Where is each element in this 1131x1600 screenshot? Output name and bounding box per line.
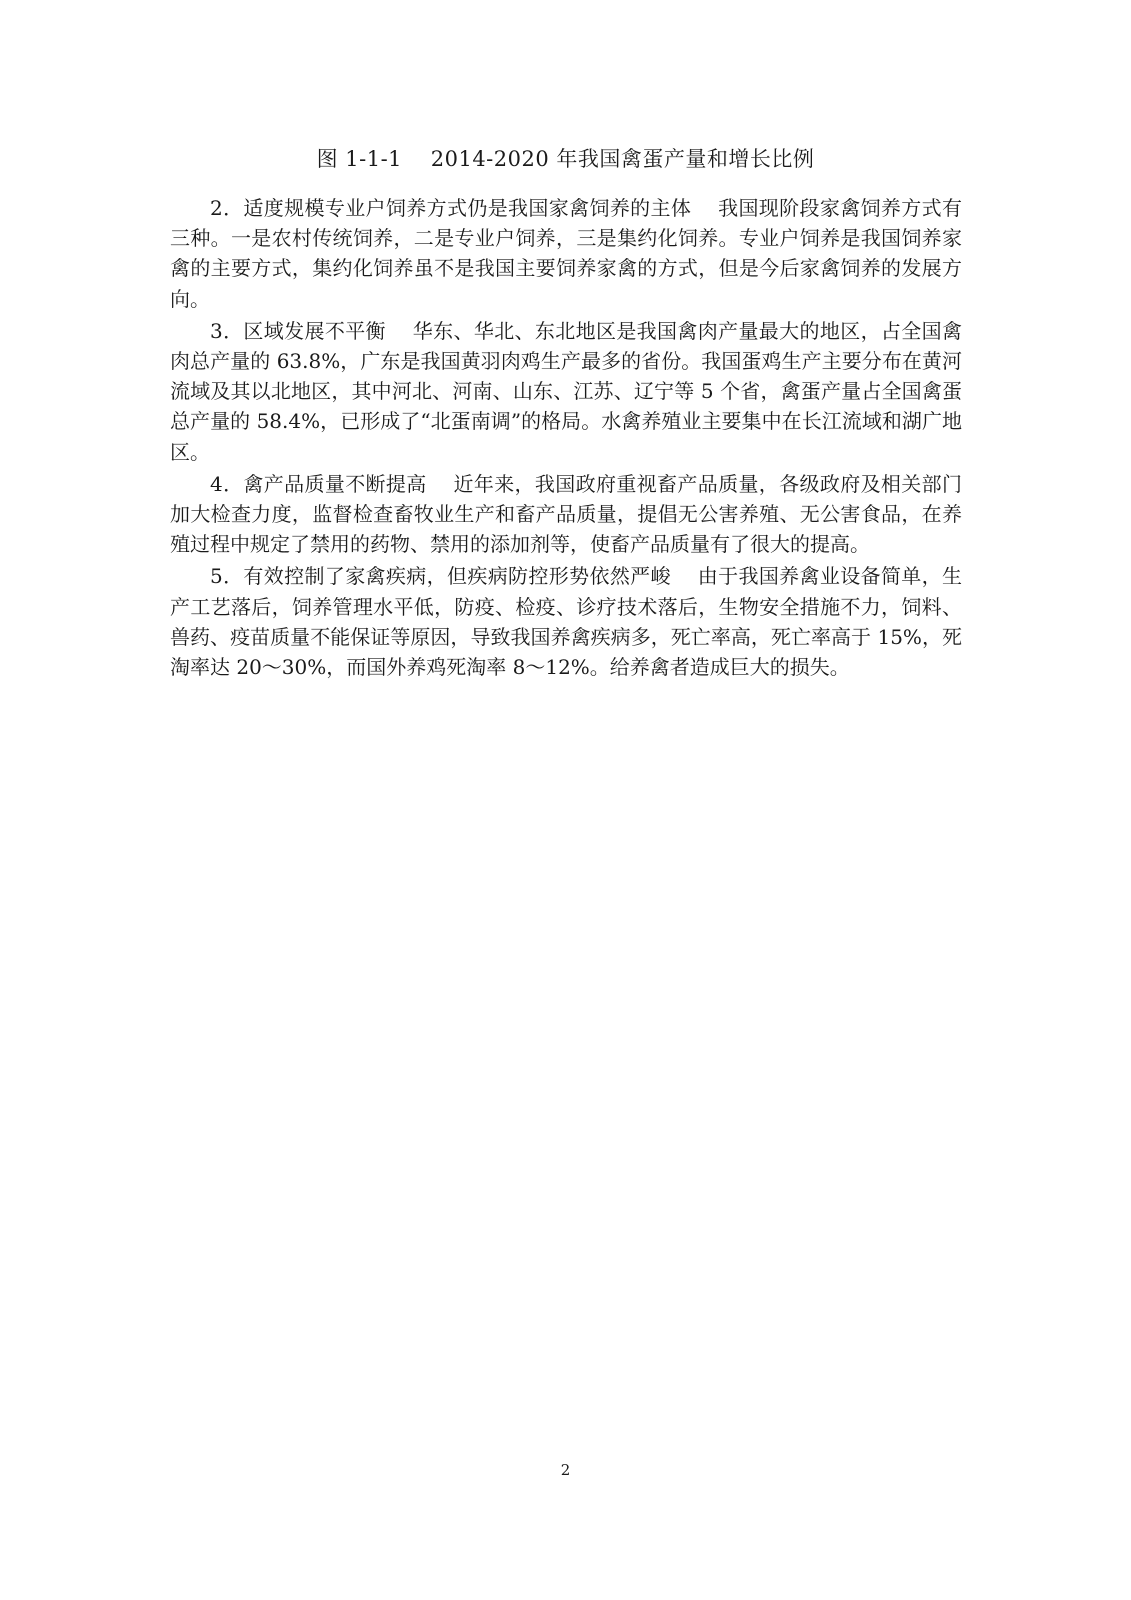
page-number: 2 xyxy=(560,1461,571,1479)
body-text xyxy=(170,193,962,684)
paragraph-body: 华东、华北、东北地区是我国禽肉产量最大的地区，占全国禽肉总产量的 63.8%，广东是我国黄羽肉鸡生产最多的省份。我国蛋鸡生产主要分布在黄河流域及其以北地区，其中河北、河南、山东、江苏、辽宁等 5 个省，禽蛋产量占全国禽蛋总产量的 58.4%，已形成了“北蛋南调”的格局。水禽养殖业主要集中在长江流域和湖广地区。 xyxy=(170,318,962,464)
paragraph-regional-development xyxy=(170,316,962,467)
figure-caption: 图 1-1-1 2014-2020 年我国禽蛋产量和增长比例 xyxy=(316,147,815,171)
paragraph-disease-control xyxy=(170,561,962,682)
paragraph-heading: 4．禽产品质量不断提高 xyxy=(210,471,427,496)
paragraph-farming-mode xyxy=(170,193,962,314)
paragraph-product-quality xyxy=(170,469,962,560)
paragraph-heading: 3．区域发展不平衡 xyxy=(210,318,386,343)
paragraph-heading: 5．有效控制了家禽疾病，但疾病防控形势依然严峻 xyxy=(210,564,671,589)
paragraph-body: 近年来，我国政府重视畜产品质量，各级政府及相关部门加大检查力度，监督检查畜牧业生产和畜产品质量，提倡无公害养殖、无公害食品，在养殖过程中规定了禁用的药物、禁用的添加剂等，使畜产品质量有了很大的提高。 xyxy=(170,471,962,557)
paragraph-body: 由于我国养禽业设备简单，生产工艺落后，饲养管理水平低，防疫、检疫、诊疗技术落后，生物安全措施不力，饲料、兽药、疫苗质量不能保证等原因，导致我国养禽疾病多，死亡率高，死亡率高于 15%，死淘率达 20～30%，而国外养鸡死淘率 8～12%。给养禽者造成巨大的损失。 xyxy=(170,564,963,680)
paragraph-body: 我国现阶段家禽饲养方式有三种。一是农村传统饲养，二是专业户饲养，三是集约化饲养。专业户饲养是我国饲养家禽的主要方式，集约化饲养虽不是我国主要饲养家禽的方式，但是今后家禽饲养的发展方向。 xyxy=(170,196,962,311)
paragraph-heading: 2．适度规模专业户饲养方式仍是我国家禽饲养的主体 xyxy=(210,196,692,220)
